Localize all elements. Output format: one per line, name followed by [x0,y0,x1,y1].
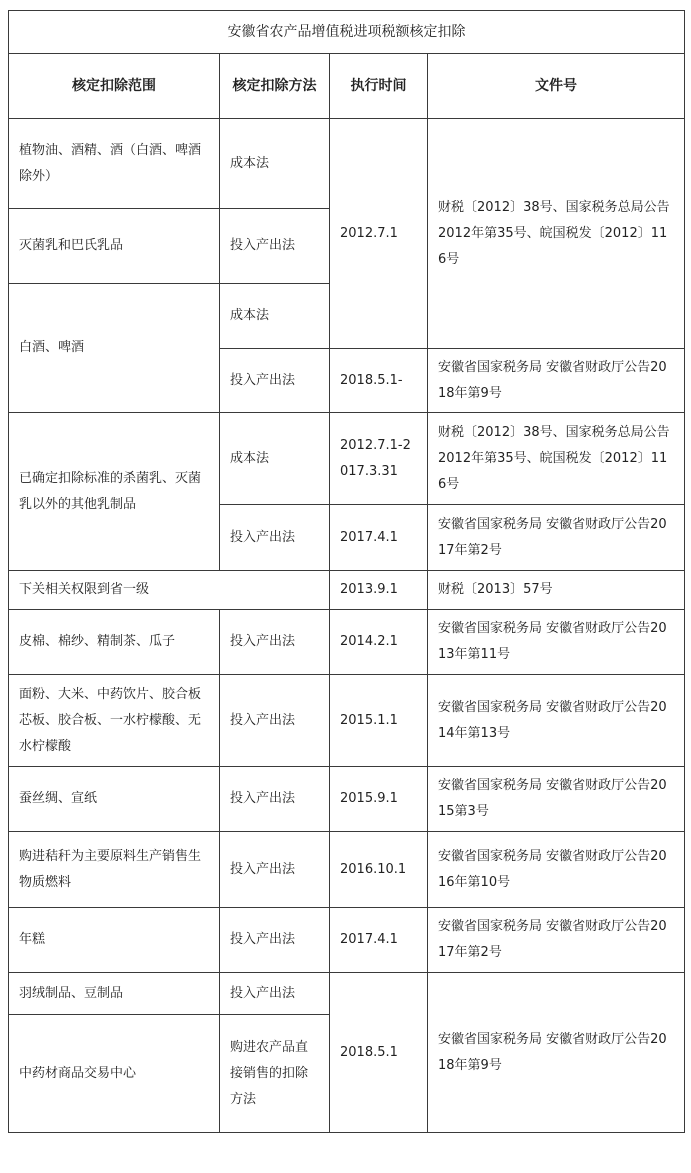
doc-cell: 安徽省国家税务局 安徽省财政厅公告2018年第9号 [428,973,685,1133]
method-cell: 购进农产品直接销售的扣除方法 [220,1015,330,1133]
doc-cell: 财税〔2013〕57号 [428,571,685,610]
method-cell: 成本法 [220,413,330,505]
method-cell: 投入产出法 [220,675,330,767]
header-method: 核定扣除方法 [220,54,330,119]
table-row [9,767,685,832]
doc-cell: 安徽省国家税务局 安徽省财政厅公告2013年第11号 [428,610,685,675]
title-row [9,11,685,54]
table-row [9,832,685,908]
doc-cell: 安徽省国家税务局 安徽省财政厅公告2016年第10号 [428,832,685,908]
header-time: 执行时间 [330,54,428,119]
scope-cell: 白酒、啤酒 [9,284,220,413]
header-doc: 文件号 [428,54,685,119]
method-cell: 投入产出法 [220,209,330,284]
time-cell: 2013.9.1 [330,571,428,610]
method-cell: 成本法 [220,119,330,209]
method-cell: 投入产出法 [220,832,330,908]
doc-cell: 安徽省国家税务局 安徽省财政厅公告2017年第2号 [428,908,685,973]
table-row [9,413,685,505]
time-cell: 2015.9.1 [330,767,428,832]
scope-cell: 灭菌乳和巴氏乳品 [9,209,220,284]
time-cell: 2012.7.1-2017.3.31 [330,413,428,505]
method-cell: 投入产出法 [220,610,330,675]
time-cell: 2018.5.1- [330,349,428,413]
header-scope: 核定扣除范围 [9,54,220,119]
doc-cell: 安徽省国家税务局 安徽省财政厅公告2014年第13号 [428,675,685,767]
table-row [9,973,685,1015]
time-cell: 2012.7.1 [330,119,428,349]
header-row [9,54,685,119]
doc-cell: 财税〔2012〕38号、国家税务总局公告2012年第35号、皖国税发〔2012〕116号 [428,119,685,349]
table-row [9,908,685,973]
time-cell: 2017.4.1 [330,908,428,973]
time-cell: 2016.10.1 [330,832,428,908]
table-row [9,675,685,767]
time-cell: 2017.4.1 [330,505,428,571]
scope-cell: 皮棉、棉纱、精制茶、瓜子 [9,610,220,675]
scope-cell: 年糕 [9,908,220,973]
method-cell: 投入产出法 [220,767,330,832]
time-cell: 2018.5.1 [330,973,428,1133]
deduction-table [8,10,685,1133]
scope-cell: 已确定扣除标准的杀菌乳、灭菌乳以外的其他乳制品 [9,413,220,571]
scope-cell: 中药材商品交易中心 [9,1015,220,1133]
time-cell: 2014.2.1 [330,610,428,675]
scope-cell: 购进秸秆为主要原料生产销售生物质燃料 [9,832,220,908]
scope-cell: 羽绒制品、豆制品 [9,973,220,1015]
table-title: 安徽省农产品增值税进项税额核定扣除 [9,11,685,54]
method-cell: 投入产出法 [220,973,330,1015]
method-cell: 投入产出法 [220,505,330,571]
table-row [9,610,685,675]
table-row [9,571,685,610]
scope-cell: 面粉、大米、中药饮片、胶合板芯板、胶合板、一水柠檬酸、无水柠檬酸 [9,675,220,767]
scope-cell: 蚕丝绸、宣纸 [9,767,220,832]
method-cell: 投入产出法 [220,908,330,973]
doc-cell: 财税〔2012〕38号、国家税务总局公告2012年第35号、皖国税发〔2012〕116号 [428,413,685,505]
doc-cell: 安徽省国家税务局 安徽省财政厅公告2018年第9号 [428,349,685,413]
doc-cell: 安徽省国家税务局 安徽省财政厅公告2015第3号 [428,767,685,832]
table-row [9,119,685,209]
doc-cell: 安徽省国家税务局 安徽省财政厅公告2017年第2号 [428,505,685,571]
scope-cell: 植物油、酒精、酒（白酒、啤酒除外） [9,119,220,209]
time-cell: 2015.1.1 [330,675,428,767]
scope-cell: 下关相关权限到省一级 [9,571,330,610]
method-cell: 成本法 [220,284,330,349]
method-cell: 投入产出法 [220,349,330,413]
